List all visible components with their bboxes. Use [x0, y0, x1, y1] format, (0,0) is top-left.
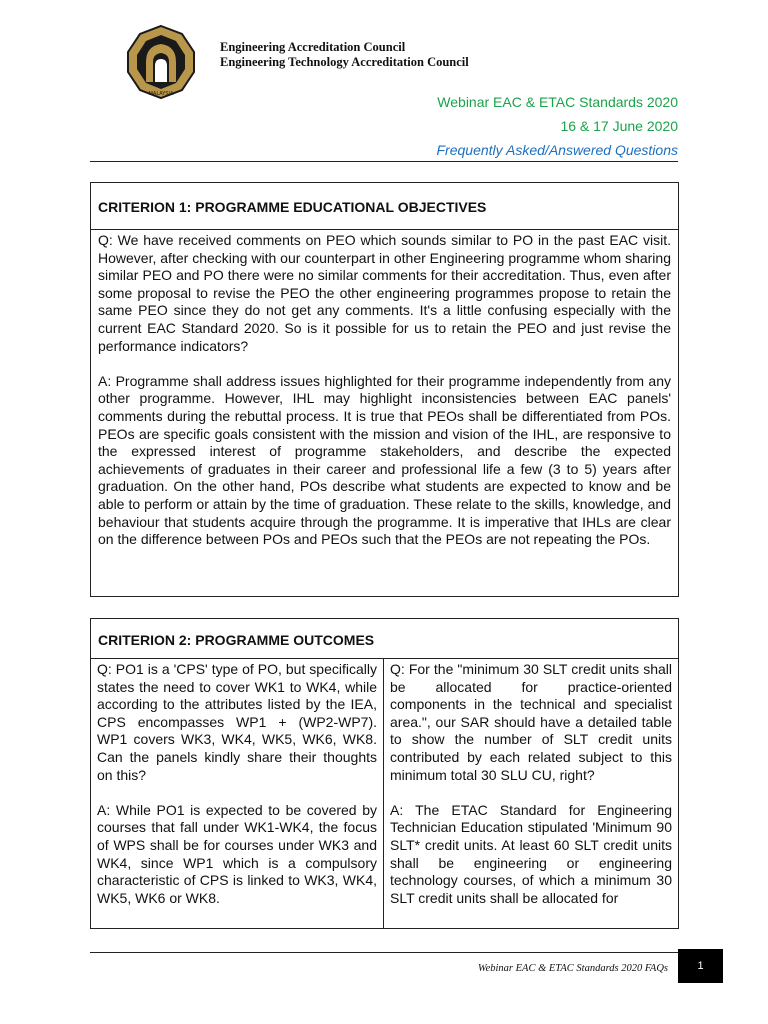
criterion-2-left-answer: A: While PO1 is expected to be covered by courses that fall under WK1-WK4, the focus of WPS shall be for courses under WK3 and WK4, since WP1 which is a compulsory characteristic of CPS is linked to WK3, WK4, WK5, WK6 or WK8. — [97, 801, 377, 906]
criterion-1-table — [90, 182, 679, 597]
criterion-2-columns — [91, 659, 678, 928]
criterion-2-left-question: Q: PO1 is a 'CPS' type of PO, but specifically states the need to cover WK1 to WK4, while according to the attributes listed by the IEA, CPS encompasses WP1 + (WP2-WP7). WP1 covers WK3, WK4, WK5, WK6, WK8. Can the panels kindly share their thoughts on this? — [97, 661, 377, 783]
page-number: 1 — [678, 949, 723, 983]
council-logo — [124, 24, 198, 100]
criterion-1-answer: A: Programme shall address issues highlighted for their programme independently from any other programme. However, IHL may highlight inconsistencies between EAC panels' comments during the rebuttal process. It is true that PEOs shall be differentiated from POs. PEOs are specific goals consistent with the mission and vision of the IHL, are responsive to the expressed interest of programme stakeholders, and describe the expected achievements of graduates in their career and professional life a few (3 to 5) years after graduation. On the other hand, POs describe what students are expected to know and be able to perform or attain by the time of graduation. These relate to the skills, knowledge, and behaviour that students acquire through the programme. It is imperative that IHLs are clear on the difference between POs and PEOs such that the PEOs are not repeating the POs. — [98, 372, 671, 548]
criterion-2-title: CRITERION 2: PROGRAMME OUTCOMES — [91, 619, 678, 659]
org-line-1: Engineering Accreditation Council — [220, 40, 406, 54]
org-line-2: Engineering Technology Accreditation Council — [220, 55, 469, 69]
criterion-2-left-cell — [91, 659, 384, 928]
criterion-2-right-answer: A: The ETAC Standard for Engineering Technician Education stipulated 'Minimum 90 SLT* credit units. At least 60 SLT credit units shall be engineering or engineering technology courses, of which a minimum 30 SLT credit units shall be allocated for — [390, 801, 672, 906]
header-divider — [90, 161, 678, 162]
webinar-dates: 16 & 17 June 2020 — [560, 118, 678, 134]
criterion-1-body — [91, 230, 678, 549]
webinar-title: Webinar EAC & ETAC Standards 2020 — [437, 94, 678, 110]
criterion-1-question: Q: We have received comments on PEO which sounds similar to PO in the past EAC visit. However, after checking with our counterpart in other Engineering programme whom sharing similar PEO and PO there were no similar comments for their accreditation. Thus, even after some proposal to revise the PEO the other engineering programmes propose to retain the same PEO since they do not get any comments. It's a little confusing especially with the current EAC Standard 2020. So is it possible for us to retain the PEO and just revise the performance indicators? — [98, 232, 671, 354]
criterion-1-title: CRITERION 1: PROGRAMME EDUCATIONAL OBJECTIVES — [91, 183, 678, 230]
organization-names — [220, 40, 469, 70]
criterion-2-right-cell — [384, 659, 678, 928]
footer-note: Webinar EAC & ETAC Standards 2020 FAQs — [477, 963, 668, 974]
criterion-2-right-question: Q: For the "minimum 30 SLT credit units shall be allocated for practice-oriented components in the technical and specialist area.", our SAR should have a detailed table to show the number of SLT credit units contributed by each related subject to this minimum total 30 SLU CU, right? — [390, 661, 672, 783]
criterion-2-table — [90, 618, 679, 929]
logo-text: MALAYSIA — [148, 91, 174, 97]
faq-title: Frequently Asked/Answered Questions — [436, 142, 678, 158]
footer-divider — [90, 952, 678, 953]
